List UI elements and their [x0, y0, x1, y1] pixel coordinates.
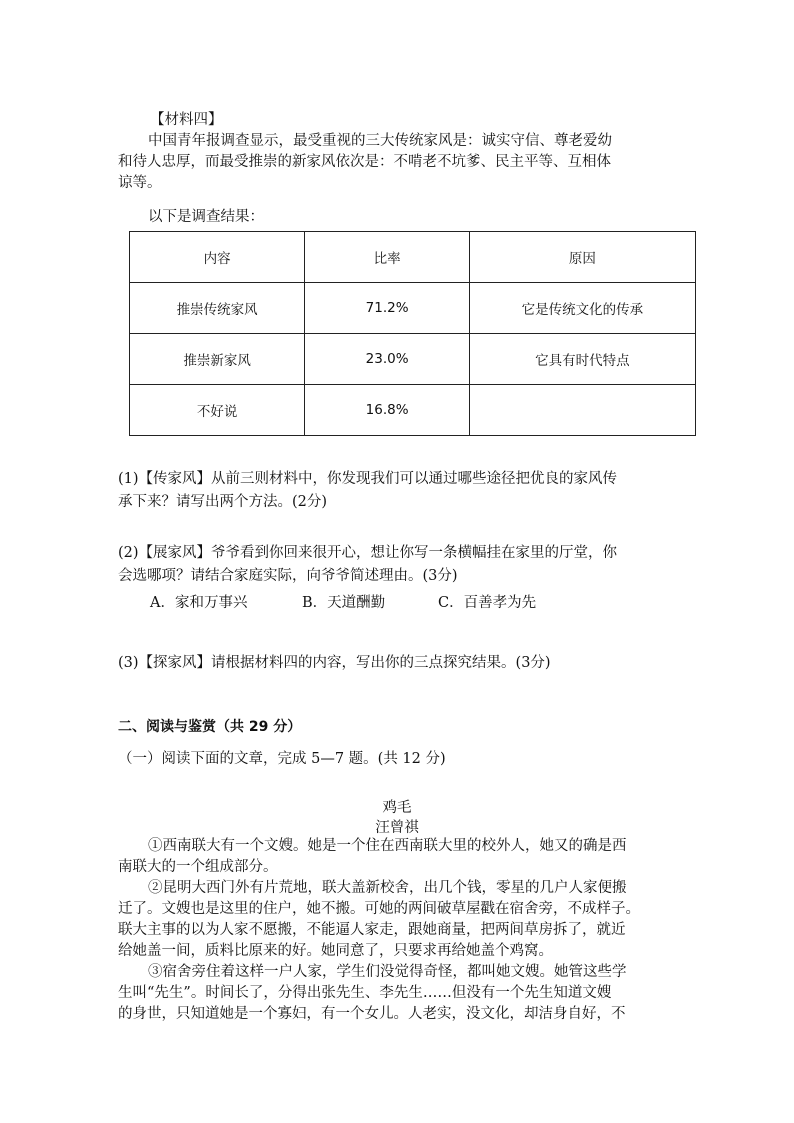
option-b: B．天道酬勤: [302, 595, 386, 611]
paragraph-line: ①西南联大有一个文嫂。她是一个住在西南联大里的校外人，她又的确是西: [148, 838, 627, 854]
question-line: 会选哪项？请结合家庭实际，向爷爷简述理由。(3分): [118, 568, 458, 584]
question-1: [118, 468, 688, 514]
paragraph-line: 迁了。文嫂也是这里的住户，她不搬。可她的两间破草屋戳在宿舍旁，不成样子。: [118, 901, 640, 917]
table-header-row: [130, 232, 696, 283]
article-title: 鸡毛: [382, 800, 412, 816]
paragraph-line: 联大主事的以为人家不愿搬，不能逼人家走，跟她商量，把两间草房拆了，就近: [118, 922, 626, 938]
table-header: 内容: [130, 232, 305, 283]
table-cell: 16.8%: [305, 385, 470, 436]
table-cell: 23.0%: [305, 334, 470, 385]
article-paragraph-3: [118, 962, 678, 1025]
article-paragraph-1: [118, 836, 678, 878]
question-2: [118, 542, 688, 588]
question-3: (3)【探家风】请根据材料四的内容，写出你的三点探究结果。(3分): [118, 655, 551, 671]
table-row: [130, 334, 696, 385]
table-header: 比率: [305, 232, 470, 283]
article-paragraph-2: [118, 878, 678, 962]
question-line: 承下来？请写出两个方法。(2分): [118, 494, 328, 510]
question-line: (1)【传家风】从前三则材料中，你发现我们可以通过哪些途径把优良的家风传: [118, 471, 618, 487]
table-cell: 不好说: [130, 385, 305, 436]
table-cell: [469, 385, 695, 436]
intro-line: 谅等。: [118, 175, 162, 191]
paragraph-line: ②昆明大西门外有片荒地，联大盖新校舍，出几个钱，零星的几户人家便搬: [148, 880, 627, 896]
paragraph-line: ③宿舍旁住着这样一户人家，学生们没觉得奇怪，都叫她文嫂。她管这些学: [148, 964, 627, 980]
intro-line: 和待人忠厚，而最受推崇的新家风依次是：不啃老不坑爹、民主平等、互相体: [118, 154, 611, 170]
table-cell: 推崇传统家风: [130, 283, 305, 334]
section-subheading: （一）阅读下面的文章，完成 5—7 题。(共 12 分): [118, 751, 446, 767]
table-cell: 它是传统文化的传承: [469, 283, 695, 334]
table-header: 原因: [469, 232, 695, 283]
option-a: A．家和万事兴: [150, 595, 248, 611]
section-heading: 二、阅读与鉴赏（共 29 分）: [118, 719, 302, 735]
table-cell: 71.2%: [305, 283, 470, 334]
article-author: 汪曾祺: [375, 820, 419, 836]
paragraph-line: 南联大的一个组成部分。: [118, 859, 278, 875]
paragraph-line: 的身世，只知道她是一个寡妇，有一个女儿。人老实，没文化，却洁身自好，不: [118, 1006, 626, 1022]
table-row: [130, 385, 696, 436]
paragraph-line: 给她盖一间，质料比原来的好。她同意了，只要求再给她盖个鸡窝。: [118, 943, 553, 959]
table-row: [130, 283, 696, 334]
material-heading: 【材料四】: [150, 112, 223, 128]
table-cell: 它具有时代特点: [469, 334, 695, 385]
results-intro: 以下是调查结果：: [148, 209, 264, 225]
option-c: C．百善孝为先: [438, 595, 537, 611]
intro-line: 中国青年报调查显示，最受重视的三大传统家风是：诚实守信、尊老爱幼: [148, 133, 612, 149]
paragraph-line: 生叫“先生”。时间长了，分得出张先生、李先生……但没有一个先生知道文嫂: [118, 985, 612, 1001]
question-line: (2)【展家风】爷爷看到你回来很开心，想让你写一条横幅挂在家里的厅堂，你: [118, 545, 618, 561]
survey-table: [129, 231, 696, 436]
material-intro: [118, 131, 678, 194]
table-cell: 推崇新家风: [130, 334, 305, 385]
